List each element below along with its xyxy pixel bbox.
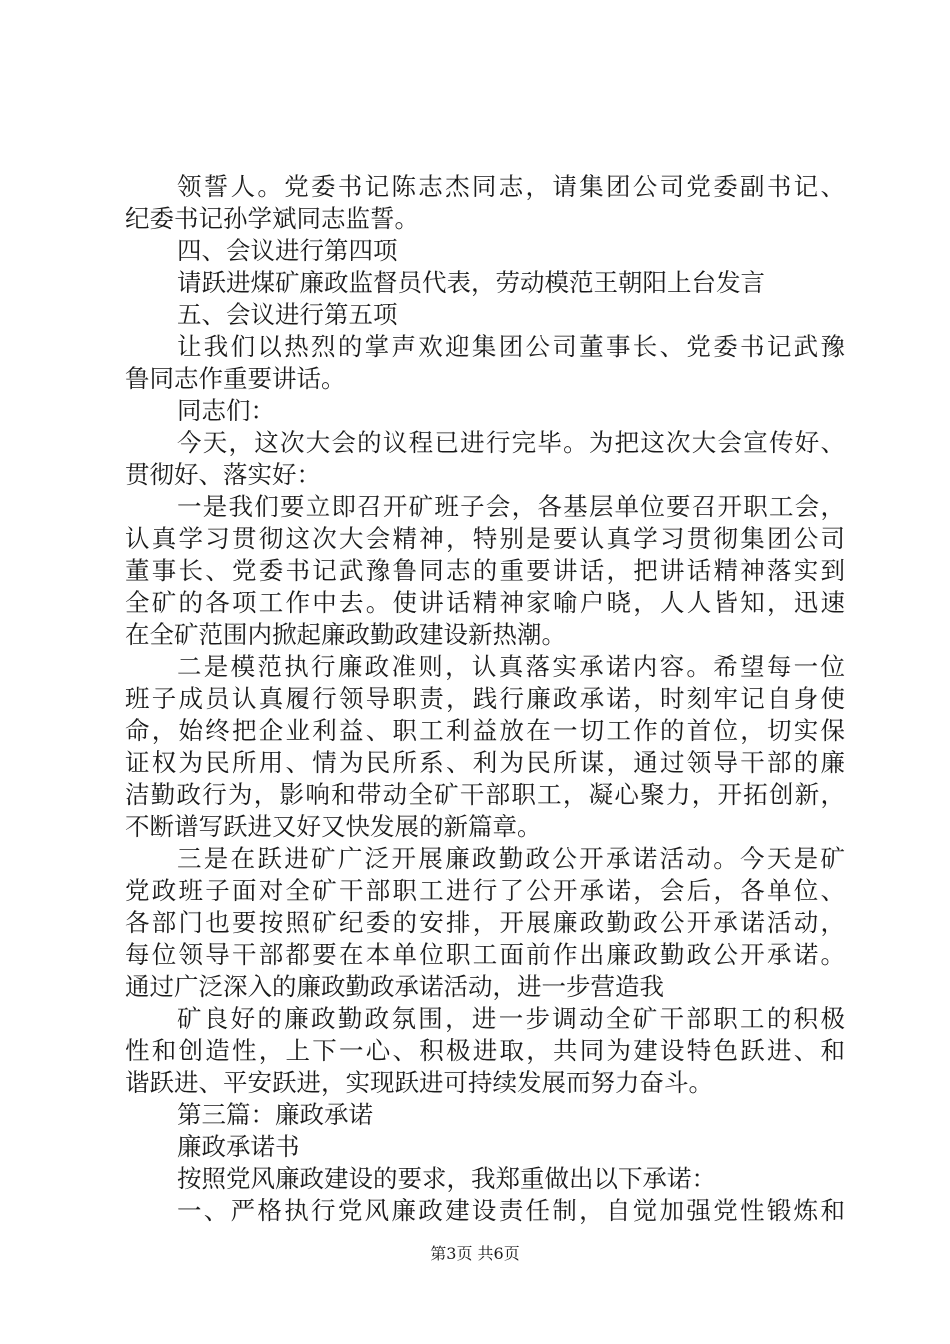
text-line: 董事长、党委书记武豫鲁同志的重要讲话，把讲话精神落实到 [125, 556, 845, 585]
text-line: 鲁同志作重要讲话。 [125, 364, 346, 393]
text-line: 党政班子面对全矿干部职工进行了公开承诺，会后，各单位、 [125, 876, 845, 905]
text-line: 全矿的各项工作中去。使讲话精神家喻户晓，人人皆知，迅速 [125, 588, 845, 617]
text-line: 二是模范执行廉政准则，认真落实承诺内容。希望每一位 [177, 652, 845, 681]
text-line: 谐跃进、平安跃进，实现跃进可持续发展而努力奋斗。 [125, 1068, 713, 1097]
text-line: 不断谱写跃进又好又快发展的新篇章。 [125, 812, 542, 841]
text-line: 认真学习贯彻这次大会精神，特别是要认真学习贯彻集团公司 [125, 524, 845, 553]
text-line: 矿良好的廉政勤政氛围，进一步调动全矿干部职工的积极 [177, 1004, 845, 1033]
text-line: 命，始终把企业利益、职工利益放在一切工作的首位，切实保 [125, 716, 845, 745]
text-line: 性和创造性，上下一心、积极进取，共同为建设特色跃进、和 [125, 1036, 845, 1065]
text-line: 第三篇：廉政承诺 [177, 1100, 373, 1129]
text-line: 洁勤政行为，影响和带动全矿干部职工，凝心聚力，开拓创新， [125, 780, 845, 809]
text-line: 证权为民所用、情为民所系、利为民所谋，通过领导干部的廉 [125, 748, 845, 777]
text-line: 请跃进煤矿廉政监督员代表，劳动模范王朝阳上台发言 [177, 268, 765, 297]
text-line: 按照党风廉政建设的要求，我郑重做出以下承诺： [177, 1164, 716, 1193]
text-line: 一是我们要立即召开矿班子会，各基层单位要召开职工会， [177, 492, 845, 521]
text-line: 四、会议进行第四项 [177, 236, 398, 265]
text-line: 每位领导干部都要在本单位职工面前作出廉政勤政公开承诺。 [125, 940, 845, 969]
text-line: 领誓人。党委书记陈志杰同志，请集团公司党委副书记、 [177, 172, 845, 201]
text-line: 一、严格执行党风廉政建设责任制，自觉加强党性锻炼和 [177, 1196, 845, 1225]
text-line: 通过广泛深入的廉政勤政承诺活动，进一步营造我 [125, 972, 664, 1001]
text-line: 三是在跃进矿广泛开展廉政勤政公开承诺活动。今天是矿 [177, 844, 845, 873]
text-line: 今天，这次大会的议程已进行完毕。为把这次大会宣传好、 [177, 428, 845, 457]
page-footer: 第3页 共6页 [430, 1244, 520, 1263]
text-line: 在全矿范围内掀起廉政勤政建设新热潮。 [125, 620, 566, 649]
text-line: 廉政承诺书 [177, 1132, 300, 1161]
text-line: 贯彻好、落实好： [125, 460, 321, 489]
document-body [125, 171, 845, 1227]
text-line: 各部门也要按照矿纪委的安排，开展廉政勤政公开承诺活动， [125, 908, 845, 937]
text-line: 同志们： [177, 396, 275, 425]
text-line: 五、会议进行第五项 [177, 300, 398, 329]
text-line: 班子成员认真履行领导职责，践行廉政承诺，时刻牢记自身使 [125, 684, 845, 713]
text-line: 让我们以热烈的掌声欢迎集团公司董事长、党委书记武豫 [177, 332, 845, 361]
text-line: 纪委书记孙学斌同志监誓。 [125, 204, 419, 233]
